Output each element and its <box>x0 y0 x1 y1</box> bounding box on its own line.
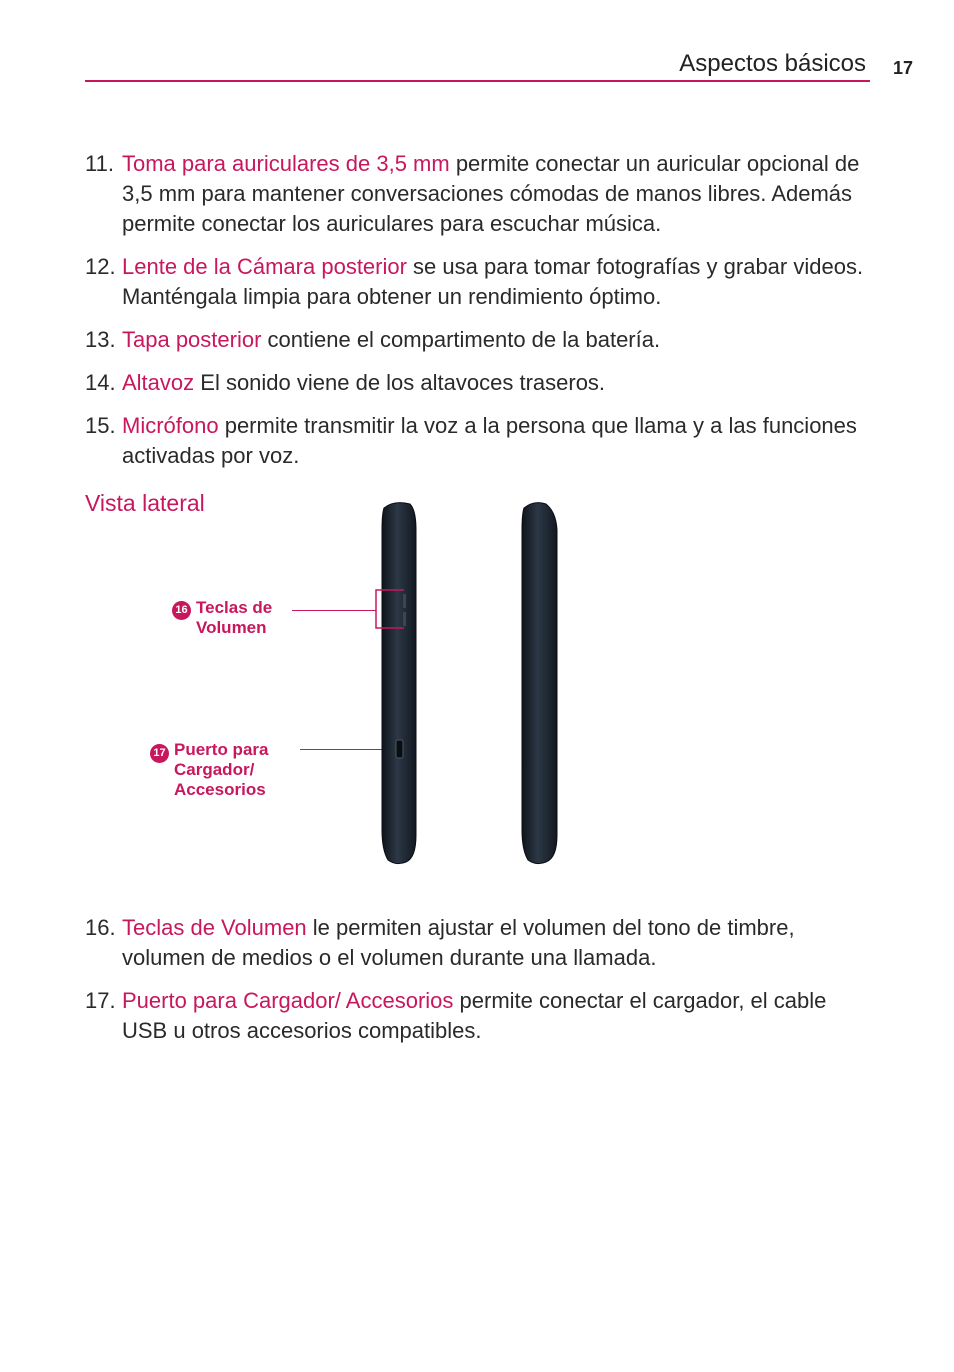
running-header: Aspectos básicos <box>679 50 866 77</box>
page-number: 17 <box>893 58 914 78</box>
list-item <box>85 149 875 239</box>
item-text: se usa para tomar fotografías y grabar videos. Manténgala limpia para obtener un rendimiento óptimo. <box>122 254 864 309</box>
item-number: 16. <box>85 915 116 940</box>
list-item <box>85 986 875 1046</box>
section-heading: Vista lateral <box>85 490 205 516</box>
item-number: 17. <box>85 988 116 1013</box>
volume-key-down <box>403 612 406 626</box>
item-term: Micrófono <box>122 413 219 438</box>
item-number: 14. <box>85 370 116 395</box>
item-text: permite transmitir la voz a la persona que llama y a las funciones activadas por voz. <box>122 413 857 468</box>
phone-right-side <box>522 503 557 864</box>
callout-label-line: Accesorios <box>174 780 266 799</box>
item-term: Lente de la Cámara posterior <box>122 254 407 279</box>
item-number: 11. <box>85 151 114 176</box>
phone-left-side <box>382 503 416 864</box>
item-number: 13. <box>85 327 116 352</box>
list-item <box>85 913 875 973</box>
list-item <box>85 252 875 312</box>
list-item <box>85 325 875 355</box>
callout-volume-keys <box>196 598 272 638</box>
item-term: Puerto para Cargador/ Accesorios <box>122 988 454 1013</box>
item-number: 12. <box>85 254 116 279</box>
item-number: 15. <box>85 413 116 438</box>
item-text: contiene el compartimento de la batería. <box>261 327 661 352</box>
callout-charger-port <box>174 740 268 800</box>
callout-badge-17: 17 <box>150 744 169 763</box>
item-text: le permiten ajustar el volumen del tono de timbre, volumen de medios o el volumen durante una llamada. <box>122 915 795 970</box>
item-text: El sonido viene de los altavoces traseros. <box>194 370 606 395</box>
item-term: Tapa posterior <box>122 327 262 352</box>
charger-port <box>396 740 403 758</box>
list-item <box>85 411 875 471</box>
callout-leader-line <box>292 610 376 611</box>
header-rule <box>85 80 870 82</box>
callout-label-line: Volumen <box>196 618 267 637</box>
callout-label-line: Cargador/ <box>174 760 255 779</box>
item-term: Altavoz <box>122 370 195 395</box>
item-text: permite conectar un auricular opcional de 3,5 mm para mantener conversaciones cómodas de manos libres. Además permite conectar los auriculares para escuchar música. <box>122 151 860 236</box>
callout-label-line: Teclas de <box>196 598 273 617</box>
item-term: Toma para auriculares de 3,5 mm <box>122 151 450 176</box>
phone-side-views <box>370 500 570 870</box>
item-text: permite conectar el cargador, el cable USB u otros accesorios compatibles. <box>122 988 827 1043</box>
callout-label-line: Puerto para <box>174 740 269 759</box>
volume-key-up <box>403 594 406 608</box>
callout-badge-16: 16 <box>172 601 191 620</box>
list-item <box>85 368 875 398</box>
item-term: Teclas de Volumen <box>122 915 307 940</box>
